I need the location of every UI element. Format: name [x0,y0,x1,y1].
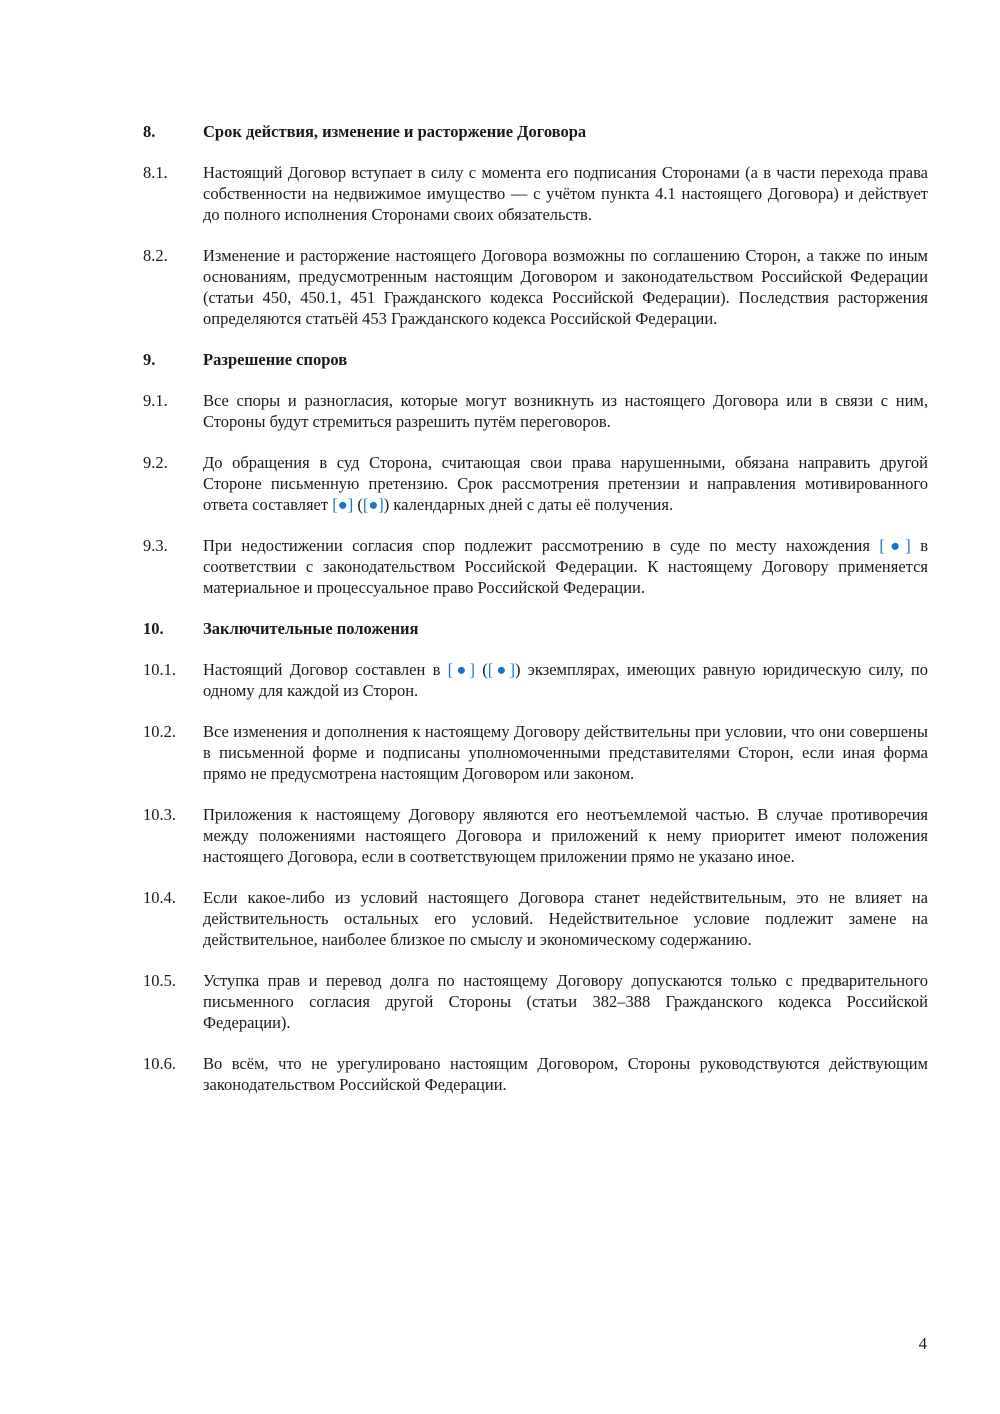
clause-text [203,1053,928,1095]
clause-number: 9.2. [143,453,168,472]
clause-text-segment: При недостижении согласия спор подлежит рассмотрению в суде по месту нахождения [203,536,880,555]
clause-text-segment: Изменение и расторжение настоящего Договора возможны по соглашению Сторон, а также по иным основаниям, предусмотренным настоящим Договором и законодательством Российской Федерации (статьи 450, 450.1, 451 Гражданского кодекса Российской Федерации). Последствия расторжения определяются статьёй 453 Гражданского кодекса Российской Федерации. [203,246,928,328]
clause [143,721,928,784]
placeholder-field: [●] [447,660,475,679]
clause-text [203,887,928,950]
clause [143,162,928,225]
clause-number: 10.4. [143,888,176,907]
clause-number: 8.1. [143,163,168,182]
section-heading [143,349,928,371]
section-number: 9. [143,350,156,369]
clause [143,245,928,329]
clause-number: 8.2. [143,246,168,265]
clause-text-segment: в соответствии с законодательством Российской Федерации. К настоящему Договору применяется материальное и процессуальное право Российской Федерации. [203,536,928,597]
clause-text-segment: Все изменения и дополнения к настоящему Договору действительны при условии, что они совершены в письменной форме и подписаны уполномоченными представителями Сторон, если иная форма прямо не предусмотрена настоящим Договором или законом. [203,722,928,783]
clause-number: 10.5. [143,971,176,990]
clause-text-segment: Если какое-либо из условий настоящего Договора станет недействительным, это не влияет на действительность остальных его условий. Недействительное условие подлежит замене на действительное, наиболее близкое по смыслу и экономическому содержанию. [203,888,928,949]
placeholder-field: [●] [487,660,516,679]
clause-text-segment: Настоящий Договор составлен в [203,660,448,679]
clause-text [203,162,928,225]
clause-text [203,721,928,784]
clause-text [203,535,928,598]
clause-text-segment: Во всём, что не урегулировано настоящим Договором, Стороны руководствуются действующим законодательством Российской Федерации. [203,1054,928,1094]
section-number: 10. [143,619,164,638]
clause-text-segment: Настоящий Договор вступает в силу с момента его подписания Сторонами (а в части перехода права собственности на недвижимое имущество — с учётом пункта 4.1 настоящего Договора) и действует до полного исполнения Сторонами своих обязательств. [203,163,928,224]
clause [143,452,928,515]
section-heading [143,618,928,640]
clause [143,390,928,432]
clause-number: 10.3. [143,805,176,824]
document-body [143,121,928,1115]
clause-text [203,970,928,1033]
clause-text-segment: ) экземплярах, имеющих равную юридическую силу, по одному для каждой из Сторон. [203,660,928,700]
placeholder-field: [●] [879,536,911,555]
clause [143,970,928,1033]
clause-text-segment: До обращения в суд Сторона, считающая свои права нарушенными, обязана направить другой Стороне письменную претензию. Срок рассмотрения претензии и направления мотивированного ответа составляет [203,453,928,514]
clause-number: 10.1. [143,660,176,679]
clause-text-segment: ( [474,660,488,679]
clause-number: 10.6. [143,1054,176,1073]
clause [143,535,928,598]
clause-text-segment: Все споры и разногласия, которые могут возникнуть из настоящего Договора или в связи с ним, Стороны будут стремиться разрешить путём переговоров. [203,391,928,431]
clause-text-segment: Приложения к настоящему Договору являются его неотъемлемой частью. В случае противоречия между положениями настоящего Договора и приложений к нему приоритет имеют положения настоящего Договора, если в соответствующем приложении прямо не указано иное. [203,805,928,866]
section-title: Разрешение споров [203,350,348,369]
section-heading [143,121,928,143]
clause-text [203,659,928,701]
placeholder-field: [●] [362,495,384,514]
page-number: 4 [918,1334,927,1353]
clause-text [203,804,928,867]
section-title: Заключительные положения [203,619,419,638]
clause-text [203,245,928,329]
clause-text-segment: Уступка прав и перевод долга по настоящему Договору допускаются только с предварительного письменного согласия другой Стороны (статьи 382–388 Гражданского кодекса Российской Федерации). [203,971,928,1032]
section-number: 8. [143,122,156,141]
clause-text-segment: ( [353,495,363,514]
clause-number: 9.3. [143,536,168,555]
clause-number: 10.2. [143,722,176,741]
placeholder-field: [●] [332,495,354,514]
clause [143,887,928,950]
clause [143,1053,928,1095]
clause-text [203,390,928,432]
section-title: Срок действия, изменение и расторжение Договора [203,122,587,141]
clause [143,804,928,867]
clause-text-segment: ) календарных дней с даты её получения. [383,495,674,514]
clause [143,659,928,701]
clause-number: 9.1. [143,391,168,410]
clause-text [203,452,928,515]
